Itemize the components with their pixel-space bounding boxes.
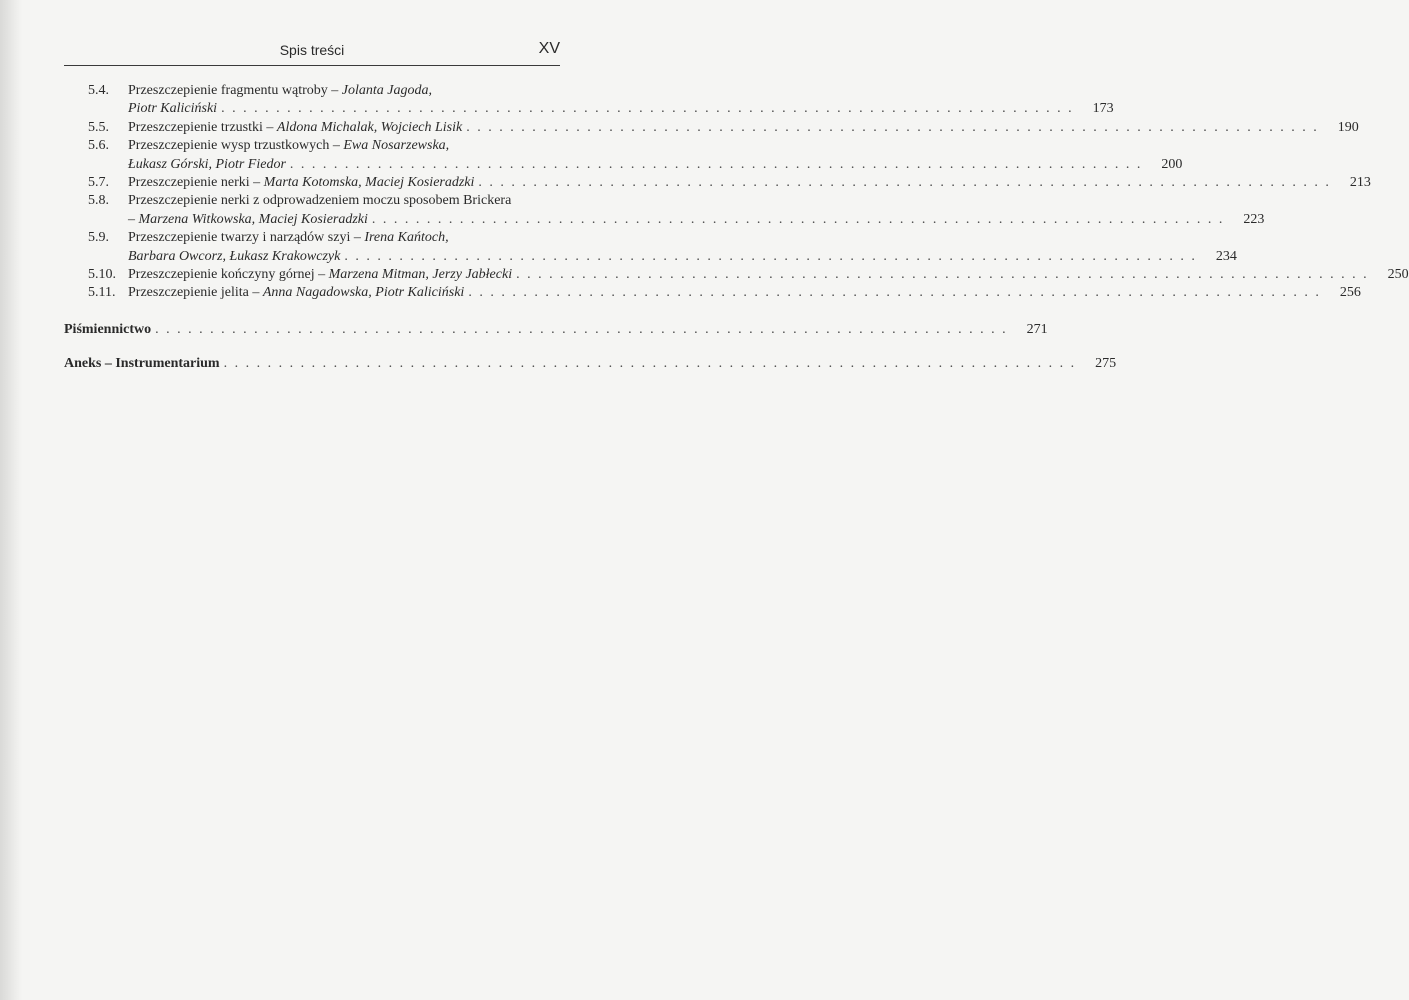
toc-section-references[interactable] [64, 321, 1048, 339]
entry-page: 256 [1339, 285, 1361, 301]
toc-section-appendix[interactable] [64, 355, 1117, 373]
entry-number: 5.4. [88, 83, 109, 98]
leader-dots: . . . . . . . . . . . . . . . . . . . . . . . . . . . . . . . . . . . . . . . . . . . . . . . . . . . . . . . . . . . . . . . . . . . . . . . . . . . . . . [516, 266, 1369, 282]
entry-title: Przeszczepienie fragmentu wątroby – [128, 83, 342, 98]
entry-authors: Ewa Nosarzewska, [343, 138, 450, 154]
entry-dash: – [128, 211, 139, 227]
entry-authors: Jolanta Jagoda, [341, 83, 433, 98]
table-of-contents [64, 82, 1409, 373]
toc-entry-5-4[interactable] [64, 82, 560, 100]
page-edge-shadow [0, 0, 22, 1000]
leader-dots: . . . . . . . . . . . . . . . . . . . . . . . . . . . . . . . . . . . . . . . . . . . . . . . . . . . . . . . . . . . . . . . . . . . . . . . . . . . . . . [371, 211, 1225, 227]
entry-authors: Marta Kotomska, Maciej Kosieradzki [263, 174, 475, 190]
entry-number: 5.7. [88, 174, 109, 190]
running-header [64, 38, 560, 64]
toc-entry-5-6[interactable] [64, 137, 560, 155]
entry-page: 200 [1161, 156, 1183, 172]
leader-dots: . . . . . . . . . . . . . . . . . . . . . . . . . . . . . . . . . . . . . . . . . . . . . . . . . . . . . . . . . . . . . . . . . . . . . . . . . . . . . . [466, 119, 1319, 135]
leader-dots: . . . . . . . . . . . . . . . . . . . . . . . . . . . . . . . . . . . . . . . . . . . . . . . . . . . . . . . . . . . . . . . . . . . . . . . . . . . . . . [289, 156, 1143, 172]
entry-title: Przeszczepienie twarzy i narządów szyi – [128, 230, 365, 246]
entry-number: 5.6. [88, 138, 109, 154]
entry-page: 234 [1215, 248, 1237, 264]
entry-number: 5.5. [88, 119, 109, 135]
entry-title: Przeszczepienie nerki z odprowadzeniem moczu sposobem Brickera [128, 193, 512, 209]
section-title: Piśmiennictwo [64, 321, 152, 337]
leader-dots: . . . . . . . . . . . . . . . . . . . . . . . . . . . . . . . . . . . . . . . . . . . . . . . . . . . . . . . . . . . . . . . . . . . . . . . . . . . . . . [478, 174, 1331, 190]
toc-entry-5-8-cont[interactable] [64, 211, 1265, 229]
toc-entry-5-11[interactable] [64, 284, 1361, 302]
entry-authors: Barbara Owcorz, Łukasz Krakowczyk [128, 248, 341, 264]
entry-authors: Piotr Kaliciński [128, 101, 218, 117]
leader-dots: . . . . . . . . . . . . . . . . . . . . . . . . . . . . . . . . . . . . . . . . . . . . . . . . . . . . . . . . . . . . . . . . . . . . . . . . . . . . . . [468, 285, 1321, 301]
leader-dots: . . . . . . . . . . . . . . . . . . . . . . . . . . . . . . . . . . . . . . . . . . . . . . . . . . . . . . . . . . . . . . . . . . . . . . . . . . . . . . [155, 321, 1008, 337]
toc-entry-5-5[interactable] [64, 119, 1359, 137]
entry-number: 5.9. [88, 230, 109, 246]
entry-number: 5.10. [88, 266, 116, 282]
entry-number: 5.11. [88, 285, 116, 301]
entry-page: 223 [1243, 211, 1265, 227]
entry-title: Przeszczepienie jelita – [128, 285, 263, 301]
entry-title: Przeszczepienie wysp trzustkowych – [128, 138, 344, 154]
toc-entry-5-9[interactable] [64, 229, 560, 247]
header-title: Spis treści [279, 42, 345, 58]
toc-entry-5-10[interactable] [64, 266, 1409, 284]
header-page-number: XV [538, 40, 560, 57]
toc-entry-5-6-cont[interactable] [64, 156, 1183, 174]
entry-authors: Anna Nagadowska, Piotr Kaliciński [262, 285, 465, 301]
leader-dots: . . . . . . . . . . . . . . . . . . . . . . . . . . . . . . . . . . . . . . . . . . . . . . . . . . . . . . . . . . . . . . . . . . . . . . . . . . . . . . [344, 248, 1197, 264]
entry-authors: Aldona Michalak, Wojciech Lisik [276, 119, 463, 135]
header-rule [64, 65, 560, 66]
section-title: Aneks – Instrumentarium [64, 356, 220, 372]
toc-entry-5-9-cont[interactable] [64, 248, 1237, 266]
entry-page: 213 [1349, 174, 1371, 190]
entry-page: 250 [1387, 266, 1409, 282]
entry-authors: Marzena Witkowska, Maciej Kosieradzki [138, 211, 368, 227]
leader-dots: . . . . . . . . . . . . . . . . . . . . . . . . . . . . . . . . . . . . . . . . . . . . . . . . . . . . . . . . . . . . . . . . . . . . . . . . . . . . . . [221, 101, 1074, 117]
section-page: 275 [1095, 356, 1117, 372]
entry-number: 5.8. [88, 193, 109, 209]
toc-entry-5-7[interactable] [64, 174, 1371, 192]
leader-dots: . . . . . . . . . . . . . . . . . . . . . . . . . . . . . . . . . . . . . . . . . . . . . . . . . . . . . . . . . . . . . . . . . . . . . . . . . . . . . . [223, 356, 1077, 372]
entry-authors: Irena Kańtoch, [364, 230, 449, 246]
section-page: 271 [1026, 321, 1048, 337]
entry-authors: Marzena Mitman, Jerzy Jabłecki [328, 266, 513, 282]
entry-authors: Łukasz Górski, Piotr Fiedor [128, 156, 286, 172]
entry-page: 190 [1337, 119, 1359, 135]
toc-entry-5-8[interactable] [64, 192, 560, 210]
entry-title: Przeszczepienie kończyny górnej – [128, 266, 329, 282]
entry-page: 173 [1092, 101, 1114, 117]
entry-title: Przeszczepienie trzustki – [128, 119, 277, 135]
entry-title: Przeszczepienie nerki – [128, 174, 264, 190]
toc-entry-5-4-cont[interactable] [64, 100, 1114, 118]
